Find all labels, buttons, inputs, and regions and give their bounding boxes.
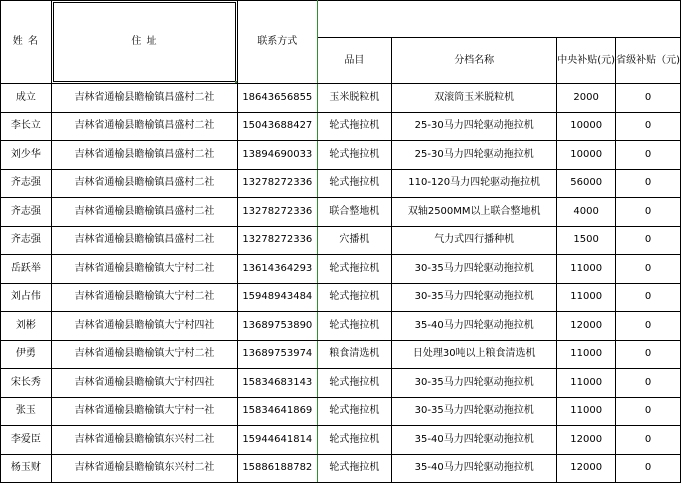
cell-provincial-subsidy[interactable]: 0 <box>616 226 681 255</box>
cell-item[interactable]: 轮式拖拉机 <box>317 112 392 141</box>
cell-address[interactable]: 吉林省通榆县瞻榆镇大宁村四社 <box>51 369 237 398</box>
table-row <box>1 255 681 284</box>
cell-provincial-subsidy[interactable]: 0 <box>616 340 681 369</box>
cell-central-subsidy[interactable]: 10000 <box>557 112 616 141</box>
cell-model[interactable]: 25-30马力四轮驱动拖拉机 <box>392 112 557 141</box>
cell-model[interactable]: 气力式四行播种机 <box>392 226 557 255</box>
cell-name[interactable]: 成立 <box>1 84 52 113</box>
cell-name[interactable]: 岳跃举 <box>1 255 52 284</box>
table-row <box>1 112 681 141</box>
fill-handle[interactable] <box>235 81 238 84</box>
cell-central-subsidy[interactable]: 1500 <box>557 226 616 255</box>
cell-phone[interactable]: 18643656855 <box>238 84 317 113</box>
cell-name[interactable]: 刘占伟 <box>1 283 52 312</box>
header-contact[interactable]: 联系方式 <box>238 1 317 84</box>
table-row <box>1 369 681 398</box>
cell-address[interactable]: 吉林省通榆县瞻榆镇昌盛村二社 <box>51 169 237 198</box>
cell-address[interactable]: 吉林省通榆县瞻榆镇东兴村二社 <box>51 454 237 483</box>
header-item[interactable]: 品目 <box>317 38 392 84</box>
header-provincial-subsidy[interactable]: 省级补贴（元) <box>616 38 681 84</box>
header-address[interactable] <box>51 1 237 84</box>
cell-phone[interactable]: 15834683143 <box>238 369 317 398</box>
cell-provincial-subsidy[interactable]: 0 <box>616 283 681 312</box>
cell-provincial-subsidy[interactable]: 0 <box>616 198 681 227</box>
cell-item[interactable]: 轮式拖拉机 <box>317 283 392 312</box>
cell-phone[interactable]: 15834641869 <box>238 397 317 426</box>
cell-model[interactable]: 双滚筒玉米脱粒机 <box>392 84 557 113</box>
cell-address[interactable]: 吉林省通榆县瞻榆镇东兴村二社 <box>51 426 237 455</box>
cell-phone[interactable]: 13894690033 <box>238 141 317 170</box>
cell-provincial-subsidy[interactable]: 0 <box>616 141 681 170</box>
header-blank-band <box>317 1 680 38</box>
cell-item[interactable]: 轮式拖拉机 <box>317 312 392 341</box>
cell-central-subsidy[interactable]: 2000 <box>557 84 616 113</box>
table-row <box>1 340 681 369</box>
cell-name[interactable]: 齐志强 <box>1 169 52 198</box>
cell-name[interactable]: 李长立 <box>1 112 52 141</box>
cell-item[interactable]: 轮式拖拉机 <box>317 169 392 198</box>
table-row <box>1 312 681 341</box>
cell-address[interactable]: 吉林省通榆县瞻榆镇大宁村一社 <box>51 397 237 426</box>
table-row <box>1 397 681 426</box>
cell-address[interactable]: 吉林省通榆县瞻榆镇大宁村二社 <box>51 283 237 312</box>
cell-model[interactable]: 110-120马力四轮驱动拖拉机 <box>392 169 557 198</box>
cell-item[interactable]: 轮式拖拉机 <box>317 454 392 483</box>
header-name[interactable]: 姓 名 <box>1 1 52 84</box>
cell-provincial-subsidy[interactable]: 0 <box>616 369 681 398</box>
cell-item[interactable]: 轮式拖拉机 <box>317 397 392 426</box>
cell-phone[interactable]: 15944641814 <box>238 426 317 455</box>
cell-model[interactable]: 35-40马力四轮驱动拖拉机 <box>392 426 557 455</box>
cell-model[interactable]: 35-40马力四轮驱动拖拉机 <box>392 312 557 341</box>
cell-name[interactable]: 张玉 <box>1 397 52 426</box>
cell-central-subsidy[interactable]: 11000 <box>557 255 616 284</box>
table-row <box>1 198 681 227</box>
header-model[interactable]: 分档名称 <box>392 38 557 84</box>
cell-model[interactable]: 30-35马力四轮驱动拖拉机 <box>392 283 557 312</box>
cell-address[interactable]: 吉林省通榆县瞻榆镇大宁村二社 <box>51 340 237 369</box>
cell-central-subsidy[interactable]: 12000 <box>557 312 616 341</box>
table-row <box>1 454 681 483</box>
cell-item[interactable]: 轮式拖拉机 <box>317 369 392 398</box>
cell-address[interactable]: 吉林省通榆县瞻榆镇昌盛村二社 <box>51 226 237 255</box>
header-central-subsidy[interactable]: 中央补贴(元) <box>557 38 616 84</box>
cell-address[interactable]: 吉林省通榆县瞻榆镇昌盛村二社 <box>51 141 237 170</box>
cell-phone[interactable]: 15948943484 <box>238 283 317 312</box>
cell-address[interactable]: 吉林省通榆县瞻榆镇昌盛村二社 <box>51 112 237 141</box>
cell-name[interactable]: 杨玉财 <box>1 454 52 483</box>
table-row <box>1 226 681 255</box>
cell-provincial-subsidy[interactable]: 0 <box>616 255 681 284</box>
cell-provincial-subsidy[interactable]: 0 <box>616 169 681 198</box>
cell-address[interactable]: 吉林省通榆县瞻榆镇昌盛村二社 <box>51 198 237 227</box>
cell-phone[interactable]: 13689753974 <box>238 340 317 369</box>
cell-phone[interactable]: 13278272336 <box>238 226 317 255</box>
cell-central-subsidy[interactable]: 11000 <box>557 283 616 312</box>
cell-address[interactable]: 吉林省通榆县瞻榆镇昌盛村二社 <box>51 84 237 113</box>
cell-provincial-subsidy[interactable]: 0 <box>616 454 681 483</box>
cell-item[interactable]: 联合整地机 <box>317 198 392 227</box>
cell-name[interactable]: 齐志强 <box>1 198 52 227</box>
table-row <box>1 426 681 455</box>
cell-provincial-subsidy[interactable]: 0 <box>616 397 681 426</box>
cell-address[interactable]: 吉林省通榆县瞻榆镇大宁村二社 <box>51 255 237 284</box>
cell-address[interactable]: 吉林省通榆县瞻榆镇大宁村四社 <box>51 312 237 341</box>
cell-central-subsidy[interactable]: 11000 <box>557 369 616 398</box>
cell-name[interactable]: 刘少华 <box>1 141 52 170</box>
cell-central-subsidy[interactable]: 11000 <box>557 340 616 369</box>
cell-model[interactable]: 30-35马力四轮驱动拖拉机 <box>392 369 557 398</box>
cell-item[interactable]: 粮食清选机 <box>317 340 392 369</box>
header-address-label: 住 址 <box>131 36 158 47</box>
cell-item[interactable]: 轮式拖拉机 <box>317 141 392 170</box>
table-row <box>1 141 681 170</box>
cell-phone[interactable]: 13278272336 <box>238 198 317 227</box>
cell-name[interactable]: 伊勇 <box>1 340 52 369</box>
cell-phone[interactable]: 13278272336 <box>238 169 317 198</box>
cell-phone[interactable]: 15043688427 <box>238 112 317 141</box>
cell-provincial-subsidy[interactable]: 0 <box>616 84 681 113</box>
cell-phone[interactable]: 15886188782 <box>238 454 317 483</box>
cell-model[interactable]: 30-35马力四轮驱动拖拉机 <box>392 397 557 426</box>
cell-name[interactable]: 李爱臣 <box>1 426 52 455</box>
cell-central-subsidy[interactable]: 4000 <box>557 198 616 227</box>
cell-name[interactable]: 刘彬 <box>1 312 52 341</box>
cell-central-subsidy[interactable]: 12000 <box>557 426 616 455</box>
table-row <box>1 283 681 312</box>
cell-central-subsidy[interactable]: 56000 <box>557 169 616 198</box>
cell-model[interactable]: 35-40马力四轮驱动拖拉机 <box>392 454 557 483</box>
table-row <box>1 169 681 198</box>
cell-provincial-subsidy[interactable]: 0 <box>616 312 681 341</box>
cell-model[interactable]: 双轴2500MM以上联合整地机 <box>392 198 557 227</box>
cell-model[interactable]: 日处理30吨以上粮食清选机 <box>392 340 557 369</box>
cell-model[interactable]: 30-35马力四轮驱动拖拉机 <box>392 255 557 284</box>
cell-central-subsidy[interactable]: 11000 <box>557 397 616 426</box>
cell-item[interactable]: 轮式拖拉机 <box>317 426 392 455</box>
cell-phone[interactable]: 13689753890 <box>238 312 317 341</box>
cell-name[interactable]: 宋长秀 <box>1 369 52 398</box>
cell-phone[interactable]: 13614364293 <box>238 255 317 284</box>
cell-item[interactable]: 轮式拖拉机 <box>317 255 392 284</box>
cell-selection-box <box>53 2 236 82</box>
cell-name[interactable]: 齐志强 <box>1 226 52 255</box>
cell-item[interactable]: 穴播机 <box>317 226 392 255</box>
cell-model[interactable]: 25-30马力四轮驱动拖拉机 <box>392 141 557 170</box>
cell-central-subsidy[interactable]: 12000 <box>557 454 616 483</box>
cell-item[interactable]: 玉米脱粒机 <box>317 84 392 113</box>
cell-provincial-subsidy[interactable]: 0 <box>616 426 681 455</box>
cell-provincial-subsidy[interactable]: 0 <box>616 112 681 141</box>
table-row <box>1 84 681 113</box>
cell-central-subsidy[interactable]: 10000 <box>557 141 616 170</box>
